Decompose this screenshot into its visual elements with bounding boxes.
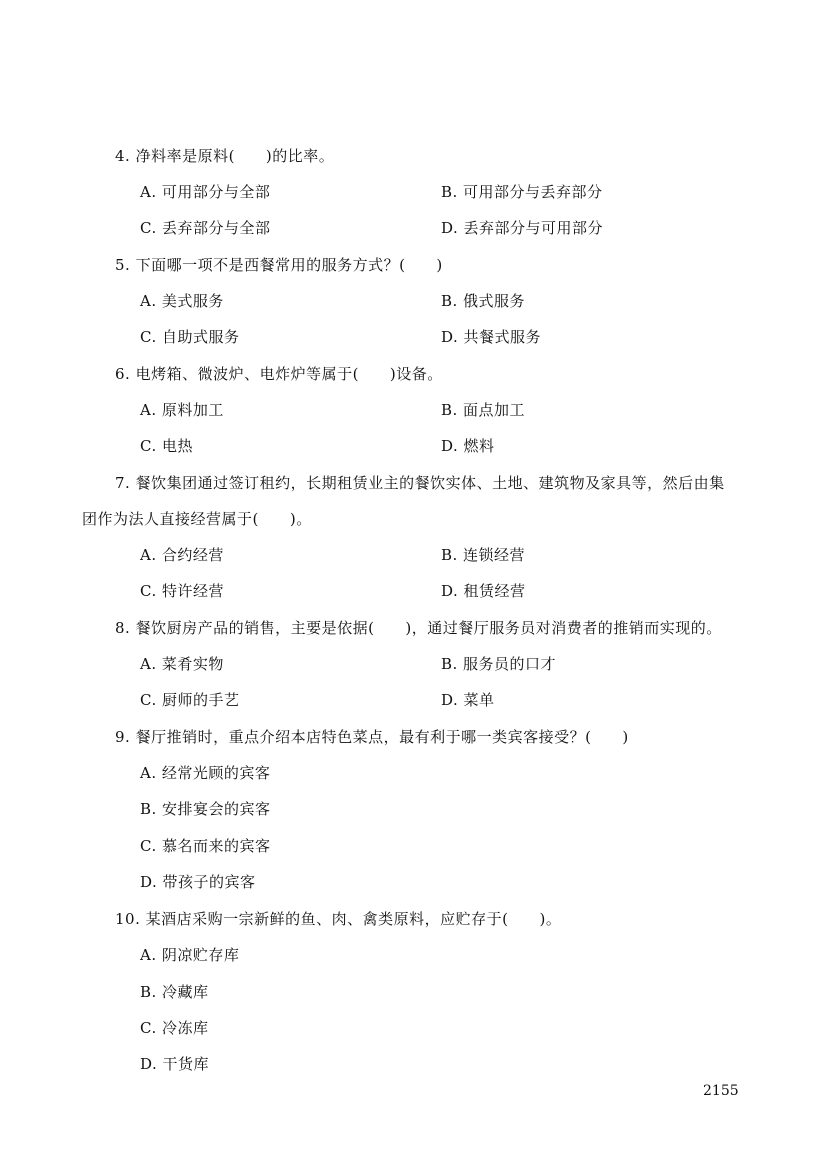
question-5-option-c: C. 自助式服务: [140, 328, 240, 346]
question-9-option-d: D. 带孩子的宾客: [140, 873, 256, 891]
question-7-option-d: D. 租赁经营: [441, 582, 526, 600]
question-7-option-a: A. 合约经营: [140, 546, 224, 564]
question-5-option-a: A. 美式服务: [140, 292, 224, 310]
question-10-option-b: B. 冷藏库: [140, 983, 209, 1001]
question-5-option-d: D. 共餐式服务: [441, 328, 542, 346]
question-6-option-b: B. 面点加工: [441, 401, 526, 419]
question-9-stem: 9. 餐厅推销时，重点介绍本店特色菜点，最有利于哪一类宾客接受？( ): [115, 728, 629, 746]
question-6-option-a: A. 原料加工: [140, 401, 224, 419]
question-4-option-d: D. 丢弃部分与可用部分: [441, 219, 604, 237]
question-10-stem: 10. 某酒店采购一宗新鲜的鱼、肉、禽类原料，应贮存于( )。: [115, 910, 562, 928]
question-8-option-d: D. 菜单: [441, 691, 495, 709]
question-9-option-c: C. 慕名而来的宾客: [140, 837, 271, 855]
question-4-option-c: C. 丢弃部分与全部: [140, 219, 271, 237]
question-5-option-b: B. 俄式服务: [441, 292, 526, 310]
question-10-option-d: D. 干货库: [140, 1055, 210, 1073]
question-10-option-c: C. 冷冻库: [140, 1019, 209, 1037]
question-8-option-a: A. 菜肴实物: [140, 655, 224, 673]
question-9-option-a: A. 经常光顾的宾客: [140, 764, 271, 782]
page-number: 2155: [703, 1083, 739, 1099]
question-7-option-c: C. 特许经营: [140, 582, 224, 600]
question-7-option-b: B. 连锁经营: [441, 546, 526, 564]
question-9-option-b: B. 安排宴会的宾客: [140, 800, 271, 818]
question-6-option-c: C. 电热: [140, 437, 193, 455]
question-4-option-a: A. 可用部分与全部: [140, 183, 271, 201]
question-6-stem: 6. 电烤箱、微波炉、电炸炉等属于( )设备。: [115, 365, 443, 383]
question-8-stem: 8. 餐饮厨房产品的销售，主要是依据( )，通过餐厅服务员对消费者的推销而实现的。: [115, 619, 722, 637]
question-4-option-b: B. 可用部分与丢弃部分: [441, 183, 603, 201]
question-4-stem: 4. 净料率是原料( )的比率。: [115, 147, 335, 165]
question-7-stem: 7. 餐饮集团通过签订租约，长期租赁业主的餐饮实体、土地、建筑物及家具等，然后由集: [115, 474, 725, 492]
question-10-option-a: A. 阴凉贮存库: [140, 946, 240, 964]
question-8-option-c: C. 厨师的手艺: [140, 691, 240, 709]
question-7-stem-continued: 团作为法人直接经营属于( )。: [82, 510, 312, 528]
question-5-stem: 5. 下面哪一项不是西餐常用的服务方式？( ): [115, 256, 443, 274]
question-6-option-d: D. 燃料: [441, 437, 495, 455]
question-8-option-b: B. 服务员的口才: [441, 655, 557, 673]
